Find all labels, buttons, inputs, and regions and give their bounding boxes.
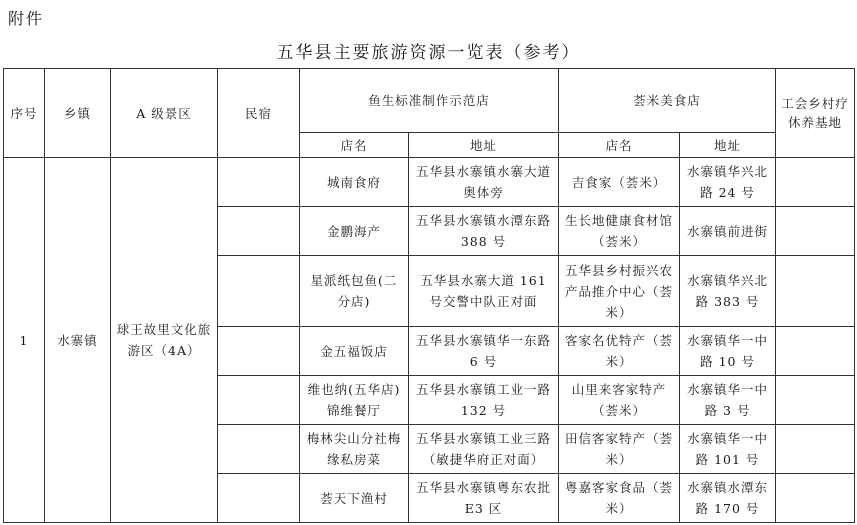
- cell-rice-name: 山里来客家特产（荟米）: [559, 376, 680, 425]
- cell-rice-name: 粤嘉客家食品（荟米）: [559, 474, 680, 523]
- table-row: [4, 158, 855, 207]
- cell-union: [776, 474, 855, 523]
- cell-rice-name: 田信客家特产（荟米）: [559, 425, 680, 474]
- cell-union: [776, 256, 855, 327]
- cell-scenic: 球王故里文化旅游区（4A）: [111, 158, 218, 523]
- cell-fish-name: 星派纸包鱼(二分店): [300, 256, 409, 327]
- cell-fish-name: 梅林尖山分社梅缘私房菜: [300, 425, 409, 474]
- header-rice-address: 地址: [680, 133, 776, 158]
- cell-homestay: [218, 207, 300, 256]
- cell-fish-name: 金五福饭店: [300, 327, 409, 376]
- cell-rice-address: 水寨镇华兴北路 383 号: [680, 256, 776, 327]
- cell-fish-address: 五华县水寨镇水潭东路 388 号: [409, 207, 559, 256]
- cell-fish-address: 五华县水寨镇水寨大道奥体旁: [409, 158, 559, 207]
- header-fish-shop-name: 店名: [300, 133, 409, 158]
- cell-fish-address: 五华县水寨镇工业一路 132 号: [409, 376, 559, 425]
- cell-rice-address: 水寨镇华一中路 10 号: [680, 327, 776, 376]
- header-union: 工会乡村疗休养基地: [776, 69, 855, 158]
- header-fish-group: 鱼生标准制作示范店: [300, 69, 559, 133]
- cell-seq: 1: [4, 158, 45, 523]
- cell-homestay: [218, 425, 300, 474]
- header-rice-shop-name: 店名: [559, 133, 680, 158]
- cell-union: [776, 207, 855, 256]
- cell-fish-address: 五华县水寨大道 161 号交警中队正对面: [409, 256, 559, 327]
- attachment-label: 附件: [8, 9, 45, 28]
- cell-fish-address: 五华县水寨镇华一东路 6 号: [409, 327, 559, 376]
- cell-rice-name: 客家名优特产（荟米）: [559, 327, 680, 376]
- cell-rice-address: 水寨镇水潭东路 170 号: [680, 474, 776, 523]
- cell-union: [776, 376, 855, 425]
- cell-rice-address: 水寨镇华一中路 3 号: [680, 376, 776, 425]
- cell-fish-name: 城南食府: [300, 158, 409, 207]
- cell-homestay: [218, 327, 300, 376]
- tourism-resource-table: [3, 68, 855, 523]
- header-seq: 序号: [4, 69, 45, 158]
- cell-homestay: [218, 158, 300, 207]
- header-town: 乡镇: [45, 69, 111, 158]
- cell-rice-address: 水寨镇华兴北路 24 号: [680, 158, 776, 207]
- header-scenic: A 级景区: [111, 69, 218, 158]
- cell-homestay: [218, 376, 300, 425]
- cell-rice-name: 生长地健康食材馆（荟米）: [559, 207, 680, 256]
- cell-union: [776, 327, 855, 376]
- cell-union: [776, 425, 855, 474]
- cell-town: 水寨镇: [45, 158, 111, 523]
- header-fish-address: 地址: [409, 133, 559, 158]
- document-title: 五华县主要旅游资源一览表（参考）: [276, 43, 581, 63]
- cell-union: [776, 158, 855, 207]
- header-rice-group: 荟米美食店: [559, 69, 776, 133]
- cell-rice-name: 五华县乡村振兴农产品推介中心（荟米）: [559, 256, 680, 327]
- cell-homestay: [218, 474, 300, 523]
- cell-homestay: [218, 256, 300, 327]
- cell-fish-name: 荟天下渔村: [300, 474, 409, 523]
- cell-rice-address: 水寨镇前进街: [680, 207, 776, 256]
- header-homestay: 民宿: [218, 69, 300, 158]
- cell-fish-address: 五华县水寨镇工业三路（敏捷华府正对面）: [409, 425, 559, 474]
- cell-rice-name: 吉食家（荟米）: [559, 158, 680, 207]
- cell-fish-address: 五华县水寨镇粤东农批 E3 区: [409, 474, 559, 523]
- cell-fish-name: 维也纳(五华店)锦维餐厅: [300, 376, 409, 425]
- cell-fish-name: 金鹏海产: [300, 207, 409, 256]
- cell-rice-address: 水寨镇华一中路 101 号: [680, 425, 776, 474]
